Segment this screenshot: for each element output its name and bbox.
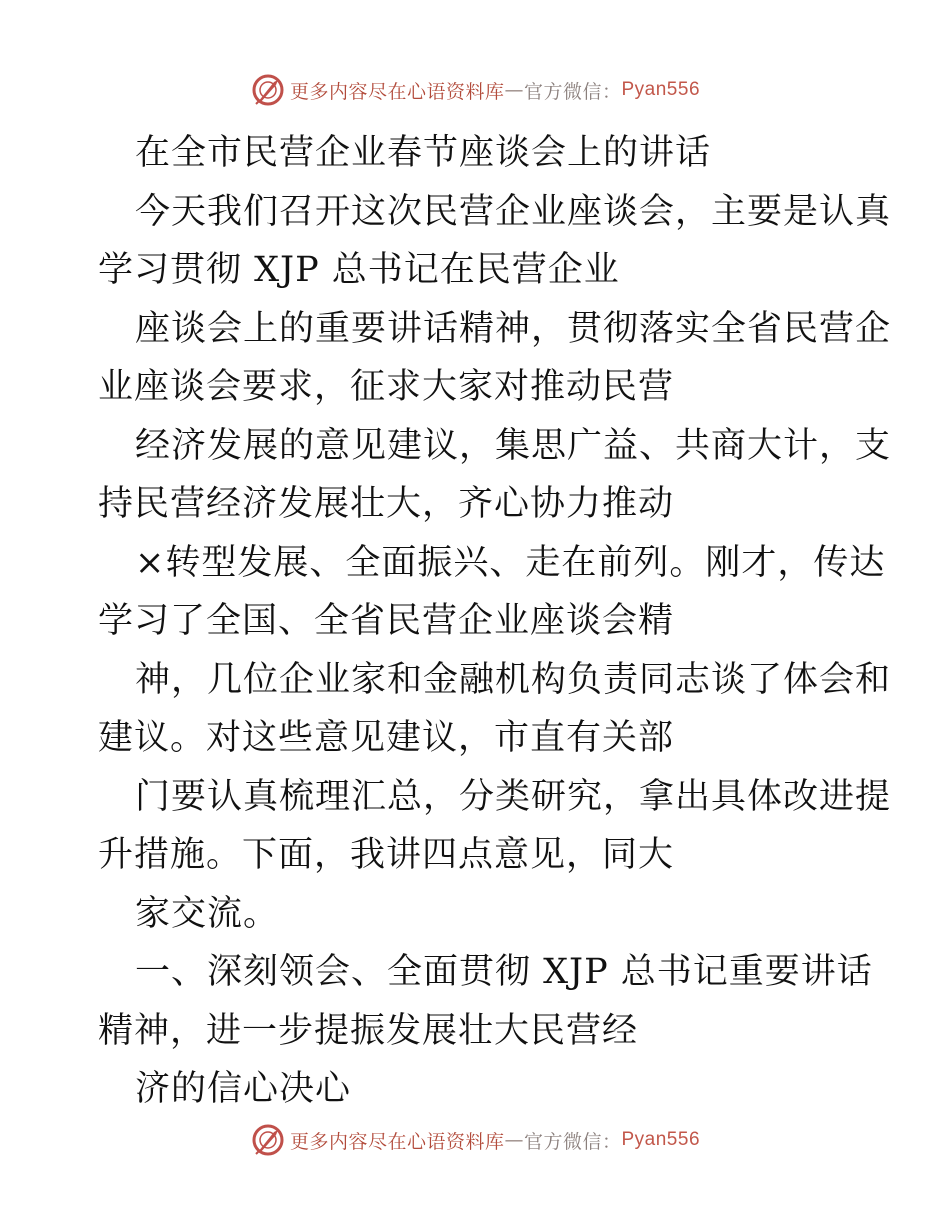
paragraph-line: ×转型发展、全面振兴、走在前列。刚才，传达 — [135, 542, 886, 583]
document-body — [98, 124, 892, 1119]
section-heading-line: 一、深刻领会、全面贯彻 XJP 总书记重要讲话 — [135, 952, 873, 992]
paragraph-line: 座谈会上的重要讲话精神，贯彻落实全省民营企 — [135, 308, 892, 349]
footer-watermark — [0, 1120, 950, 1160]
paragraph-line: 学习了全国、全省民营企业座谈会精 — [98, 601, 675, 641]
quill-circle-logo-icon — [250, 1122, 286, 1158]
header-watermark — [0, 70, 950, 110]
document-title: 在全市民营企业春节座谈会上的讲话 — [135, 133, 712, 173]
watermark-separator: — — [504, 79, 524, 101]
paragraph-line: 建议。对这些意见建议，市直有关部 — [98, 718, 675, 758]
watermark-id: Pyan556 — [621, 79, 701, 100]
watermark-id: Pyan556 — [621, 1129, 701, 1150]
paragraph-line: 升措施。下面，我讲四点意见，同大 — [98, 835, 675, 875]
watermark-main-text: 更多内容尽在心语资料库 — [289, 80, 505, 103]
section-heading-line: 精神，进一步提振发展壮大民营经 — [98, 1010, 639, 1051]
paragraph-line: 今天我们召开这次民营企业座谈会，主要是认真 — [135, 191, 892, 232]
quill-circle-logo-icon — [250, 72, 286, 108]
section-heading-line: 济的信心决心 — [135, 1069, 352, 1109]
watermark-label: 官方微信： — [523, 1130, 622, 1153]
watermark-main-text: 更多内容尽在心语资料库 — [289, 1130, 505, 1153]
paragraph-line: 神，几位企业家和金融机构负责同志谈了体会和 — [135, 659, 892, 700]
paragraph-line: 业座谈会要求，征求大家对推动民营 — [98, 367, 675, 407]
paragraph-line: 经济发展的意见建议，集思广益、共商大计，支 — [135, 425, 892, 466]
watermark-label: 官方微信： — [523, 80, 622, 103]
paragraph-line: 门要认真梳理汇总，分类研究，拿出具体改进提 — [135, 776, 892, 817]
watermark-separator: — — [504, 1129, 524, 1151]
paragraph-line: 家交流。 — [135, 893, 280, 934]
paragraph-line: 学习贯彻 XJP 总书记在民营企业 — [98, 250, 620, 290]
paragraph-line: 持民营经济发展壮大，齐心协力推动 — [98, 484, 675, 524]
